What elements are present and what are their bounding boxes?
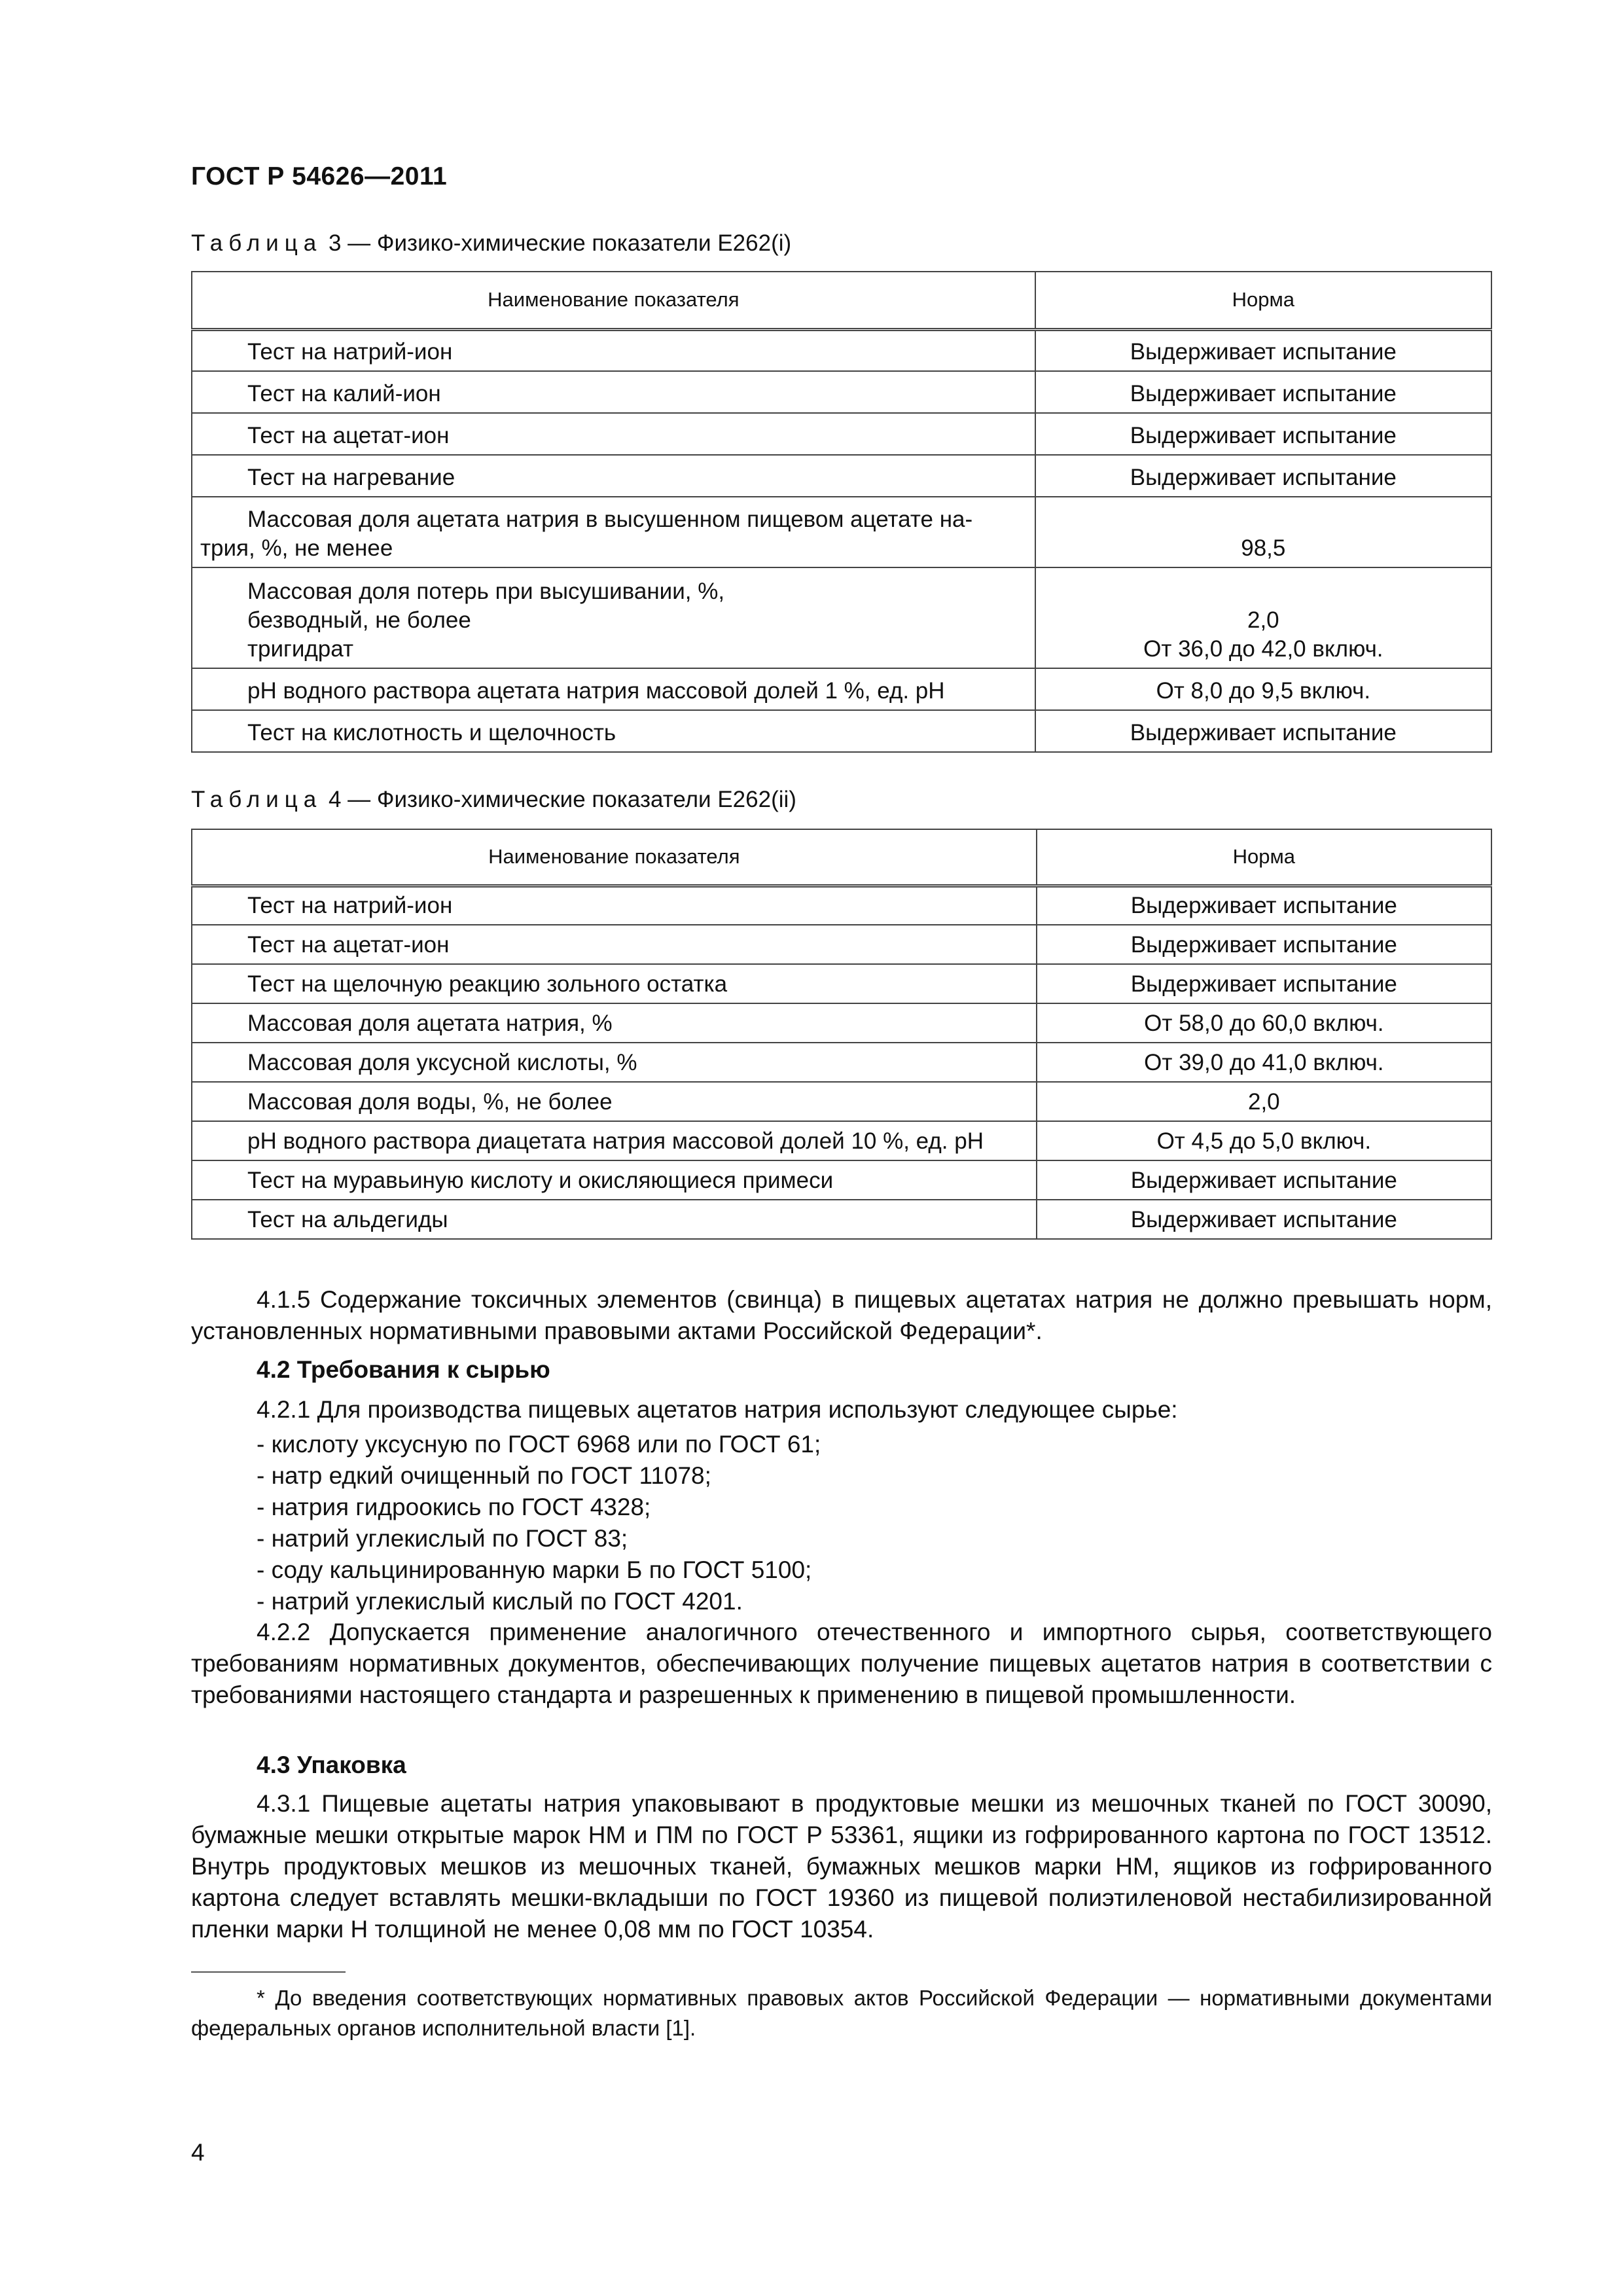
table4: [191, 829, 1492, 1240]
table4-cell-name: [192, 886, 1037, 925]
table4-row: [192, 1200, 1491, 1239]
table4-cell-norm: [1037, 1121, 1491, 1160]
table3-cell-norm: [1035, 413, 1491, 455]
table4-cell-name-line: Тест на щелочную реакцию зольного остатка: [247, 971, 728, 997]
table3-cell-name-line: Тест на нагревание: [247, 465, 455, 490]
table3-cell-norm-line: От 8,0 до 9,5 включ.: [1156, 678, 1371, 704]
table3-row: [192, 497, 1491, 567]
table4-cell-name-line: Массовая доля ацетата натрия, %: [247, 1011, 613, 1036]
table4-caption: [191, 787, 796, 813]
table3-cell-norm-line: От 36,0 до 42,0 включ.: [1143, 636, 1383, 662]
table4-cell-norm: [1037, 1003, 1491, 1043]
table3-cell-name: [192, 710, 1035, 752]
table4-cell-name: [192, 1121, 1037, 1160]
table4-row: [192, 964, 1491, 1003]
paragraph-4-1-5: [191, 1284, 1492, 1347]
paragraph-4-3-1-text: 4.3.1 Пищевые ацетаты натрия упаковывают в продуктовые мешки из мешочных тканей по ГОСТ 30090, бумажные мешки открытые марок НМ и ПМ по ГОСТ Р 53361, ящики из гофрированного картона по ГОСТ 13512. Внутрь продуктовых мешков из мешочных тканей, бумажных мешков марки НМ, ящиков из гофрированного картона следует вставлять мешки-вкладыши по ГОСТ 19360 из пищевой полиэтиленовой нестабилизированной пленки марки Н толщиной не менее 0,08 мм по ГОСТ 10354.: [191, 1790, 1492, 1943]
table4-cell-name: [192, 1200, 1037, 1239]
list-item: - соду кальцинированную марки Б по ГОСТ 5100;: [257, 1556, 812, 1583]
table3-cell-norm-line: 2,0: [1247, 607, 1279, 633]
table4-cell-name: [192, 964, 1037, 1003]
table4-cell-norm-line: 2,0: [1247, 1089, 1280, 1115]
table4-cell-name-line: Тест на натрий-ион: [247, 893, 453, 918]
table4-cell-name: [192, 1003, 1037, 1043]
table3-row: [192, 668, 1491, 710]
table4-row: [192, 886, 1491, 925]
table3-cell-name: [192, 567, 1035, 668]
footnote: [191, 1983, 1492, 2043]
footnote-text: * До введения соответствующих нормативных правовых актов Российской Федерации — нормативными документами федеральных органов исполнительной власти [1].: [191, 1986, 1492, 2040]
table4-cell-norm: [1037, 1043, 1491, 1082]
table3-cell-name: [192, 413, 1035, 455]
table4-cell-norm: [1037, 886, 1491, 925]
table4-cell-norm: [1037, 1082, 1491, 1121]
table4-row: [192, 1160, 1491, 1200]
table3-cell-name: [192, 455, 1035, 497]
table3-cell-name-line: Тест на кислотность и щелочность: [247, 720, 616, 745]
table3-cell-norm-line: Выдерживает испытание: [1130, 381, 1397, 406]
list-item: - натрий углекислый кислый по ГОСТ 4201.: [257, 1588, 743, 1615]
table3-cell-norm: [1035, 497, 1491, 567]
table3-body: [192, 329, 1491, 752]
table4-caption-word: Таблица: [191, 787, 323, 812]
list-item: - натрий углекислый по ГОСТ 83;: [257, 1525, 628, 1552]
table3-cell-name-line: трия, %, не менее: [200, 535, 393, 561]
table4-row: [192, 1121, 1491, 1160]
table4-cell-norm: [1037, 964, 1491, 1003]
table3-cell-name-line: безводный, не более: [247, 607, 471, 633]
table4-cell-norm-line: От 58,0 до 60,0 включ.: [1144, 1011, 1384, 1036]
table3-cell-norm-line: Выдерживает испытание: [1130, 423, 1397, 448]
list-item: - натрия гидроокись по ГОСТ 4328;: [257, 1494, 651, 1520]
paragraph-4-2-2-text: 4.2.2 Допускается применение аналогичного отечественного и импортного сырья, соответствующего требованиям нормативных документов, обеспечивающих получение пищевых ацетатов натрия в соответствии с требованиями настоящего стандарта и разрешенных к применению в пищевой промышленности.: [191, 1619, 1492, 1708]
table4-header-norm: Норма: [1037, 829, 1491, 886]
table4-cell-name-line: Массовая доля уксусной кислоты, %: [247, 1050, 637, 1075]
paragraph-4-2-2: [191, 1617, 1492, 1711]
table3-row: [192, 371, 1491, 413]
table3-cell-norm: [1035, 668, 1491, 710]
table4-cell-name-line: Тест на муравьиную кислоту и окисляющиеся примеси: [247, 1168, 834, 1193]
table3-header-norm: Норма: [1035, 272, 1491, 329]
table4-row: [192, 1043, 1491, 1082]
table3-cell-norm: [1035, 455, 1491, 497]
table4-cell-norm-line: От 4,5 до 5,0 включ.: [1156, 1128, 1372, 1154]
table4-cell-norm-line: Выдерживает испытание: [1130, 893, 1397, 918]
document-header: ГОСТ Р 54626—2011: [191, 162, 448, 190]
table4-cell-name-line: рН водного раствора диацетата натрия массовой долей 10 %, ед. рН: [247, 1128, 984, 1154]
table4-cell-name-line: Массовая доля воды, %, не более: [247, 1089, 613, 1115]
table4-cell-name-line: Тест на ацетат-ион: [247, 932, 450, 958]
table3-cell-norm-line: 98,5: [1241, 535, 1286, 561]
table3-caption-word: Таблица: [191, 230, 323, 256]
table3-caption: [191, 230, 791, 257]
table3-row: [192, 329, 1491, 371]
table4-cell-norm: [1037, 1160, 1491, 1200]
table3-row: [192, 413, 1491, 455]
table4-cell-norm-line: Выдерживает испытание: [1130, 971, 1397, 997]
table3-cell-norm: [1035, 567, 1491, 668]
table4-row: [192, 1003, 1491, 1043]
paragraph-4-2-1-text: 4.2.1 Для производства пищевых ацетатов натрия используют следующее сырье:: [257, 1396, 1178, 1423]
table3-cell-norm-line: Выдерживает испытание: [1130, 339, 1397, 365]
table3-cell-name: [192, 668, 1035, 710]
paragraph-4-2-1: [191, 1394, 1492, 1426]
table3-cell-name: [192, 497, 1035, 567]
table3-cell-norm: [1035, 710, 1491, 752]
section-heading-4-2: 4.2 Требования к сырью: [257, 1356, 550, 1383]
table4-cell-name: [192, 1043, 1037, 1082]
table3: [191, 271, 1492, 753]
table3-cell-name: [192, 371, 1035, 413]
table3-cell-name-line: рН водного раствора ацетата натрия массовой долей 1 %, ед. рН: [247, 678, 945, 704]
table3-cell-name-line: Тест на калий-ион: [247, 381, 441, 406]
table3-cell-name-line: тригидрат: [247, 636, 353, 662]
table3-row: [192, 455, 1491, 497]
table4-cell-name: [192, 1160, 1037, 1200]
list-item: - натр едкий очищенный по ГОСТ 11078;: [257, 1462, 711, 1489]
table4-cell-norm-line: Выдерживает испытание: [1130, 1168, 1397, 1193]
table4-cell-norm: [1037, 925, 1491, 964]
table3-cell-norm-line: Выдерживает испытание: [1130, 720, 1397, 745]
table4-row: [192, 1082, 1491, 1121]
table4-cell-norm-line: Выдерживает испытание: [1130, 932, 1397, 958]
section-heading-4-3: 4.3 Упаковка: [257, 1751, 406, 1778]
list-item: - кислоту уксусную по ГОСТ 6968 или по ГОСТ 61;: [257, 1431, 821, 1458]
table3-header-name: Наименование показателя: [192, 272, 1035, 329]
table4-cell-name: [192, 1082, 1037, 1121]
table3-cell-name-line: Тест на натрий-ион: [247, 339, 453, 365]
table4-body: [192, 886, 1491, 1239]
table3-cell-norm: [1035, 329, 1491, 371]
table3-caption-text: 3 — Физико-химические показатели Е262(i): [328, 230, 792, 256]
table3-row: [192, 710, 1491, 752]
table4-cell-name-line: Тест на альдегиды: [247, 1207, 448, 1232]
page-number: 4: [191, 2139, 205, 2166]
paragraph-4-1-5-text: 4.1.5 Содержание токсичных элементов (свинца) в пищевых ацетатах натрия не должно превышать норм, установленных нормативными правовыми актами Российской Федерации*.: [191, 1286, 1492, 1344]
table3-cell-name-line: Тест на ацетат-ион: [247, 423, 450, 448]
table4-header-name: Наименование показателя: [192, 829, 1037, 886]
table4-row: [192, 925, 1491, 964]
paragraph-4-3-1: [191, 1788, 1492, 1945]
table4-caption-text: 4 — Физико-химические показатели Е262(ii): [328, 787, 796, 812]
table3-cell-name-line: Массовая доля ацетата натрия в высушенном пищевом ацетате на-: [247, 507, 973, 532]
table3-cell-norm-line: Выдерживает испытание: [1130, 465, 1397, 490]
table3-cell-name: [192, 329, 1035, 371]
table3-cell-name-line: Массовая доля потерь при высушивании, %,: [247, 579, 725, 604]
table3-cell-norm: [1035, 371, 1491, 413]
table3-row: [192, 567, 1491, 668]
table4-cell-name: [192, 925, 1037, 964]
footnote-divider: [191, 1971, 346, 1973]
table4-cell-norm: [1037, 1200, 1491, 1239]
table4-cell-norm-line: Выдерживает испытание: [1130, 1207, 1397, 1232]
table4-cell-norm-line: От 39,0 до 41,0 включ.: [1144, 1050, 1384, 1075]
